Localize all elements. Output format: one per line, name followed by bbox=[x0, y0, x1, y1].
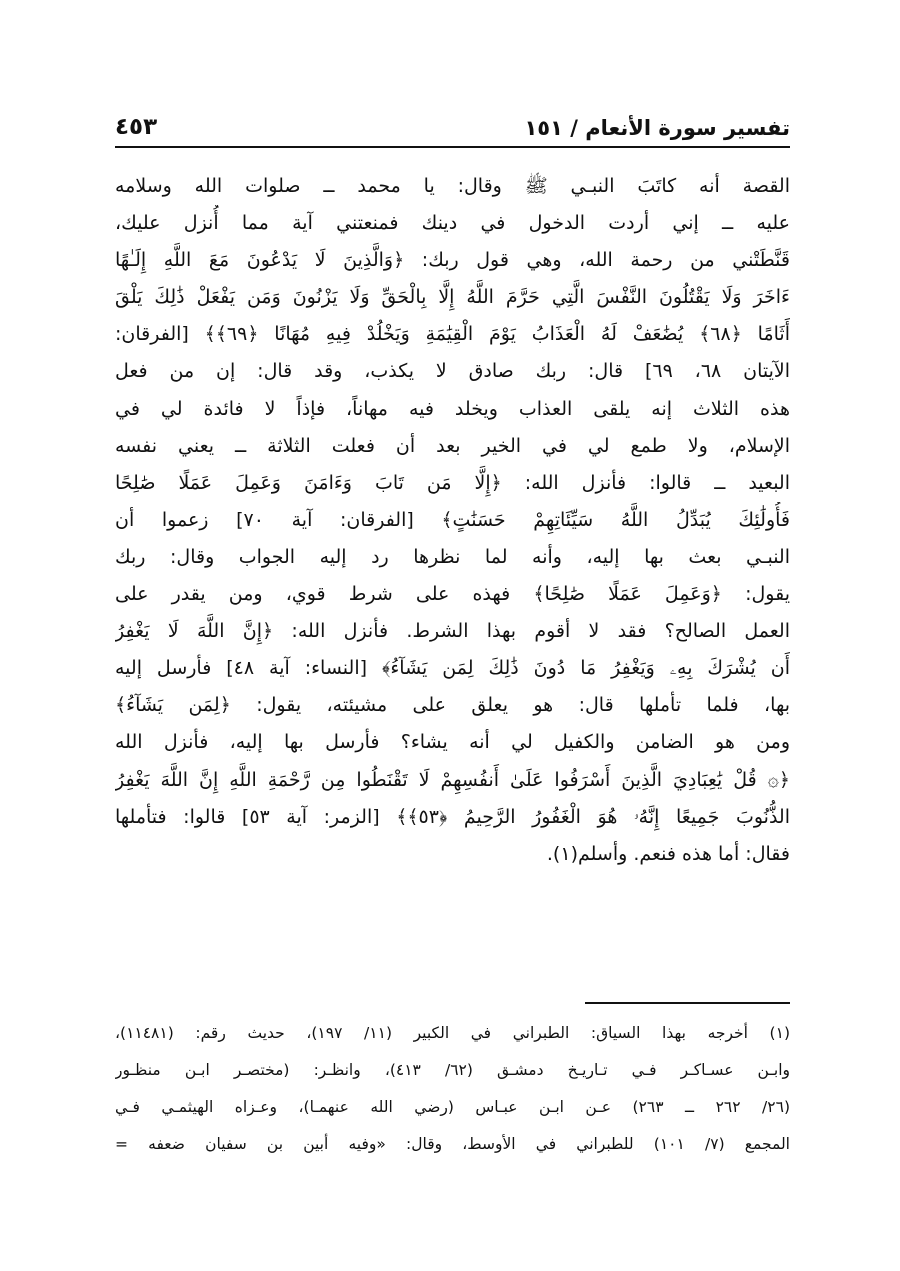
main-text bbox=[115, 168, 790, 873]
text-line: الآيتان ٦٨، ٦٩] قال: ربك صادق لا يكذب، وقد قال: إن من فعل bbox=[115, 360, 790, 383]
text-line: الإسلام، ولا طمع لي في الخير بعد أن فعلت الثلاثة ــ يعني نفسه bbox=[115, 434, 790, 457]
footnotes bbox=[115, 1015, 790, 1163]
header-divider bbox=[115, 146, 790, 148]
header-title: تفسير سورة الأنعام / ١٥١ bbox=[524, 116, 790, 140]
text-line: أَن يُشْرَكَ بِهِۦ وَيَغْفِرُ مَا دُونَ ذَٰلِكَ لِمَن يَشَآءُ﴾ [النساء: آية ٤٨] فأرسل إليه bbox=[115, 657, 790, 680]
text-line: ءَاخَرَ وَلَا يَقْتُلُونَ النَّفْسَ الَّتِي حَرَّمَ اللَّهُ إِلَّا بِالْحَقِّ وَلَا يَزْنُونَ وَمَن يَفْعَلْ ذَٰلِكَ يَلْقَ bbox=[115, 286, 790, 309]
running-header bbox=[115, 100, 790, 144]
text-line: البعيد ــ قالوا: فأنزل الله: ﴿إِلَّا مَن تَابَ وَءَامَنَ وَعَمِلَ عَمَلًا صَٰلِحًا bbox=[115, 471, 790, 494]
text-line: بها، فلما تأملها قال: هو يعلق على مشيئته، يقول: ﴿لِمَن يَشَآءُ﴾ bbox=[115, 694, 790, 717]
footnote-line: وابـن عسـاكـر فـي تـاريـخ دمشـق (٦٢/ ٤١٣)، وانظـر: (مختصـر ابـن منظـور bbox=[115, 1061, 790, 1079]
text-line: فقال: أما هذه فنعم. وأسلم(١). bbox=[546, 842, 790, 865]
text-line: قَنَّطَتْني من رحمة الله، وهي قول ربك: ﴿وَالَّذِينَ لَا يَدْعُونَ مَعَ اللَّهِ إِلَـٰهًا bbox=[115, 249, 790, 272]
text-line: ﴿۞ قُلْ يَٰعِبَادِيَ الَّذِينَ أَسْرَفُوا عَلَىٰ أَنفُسِهِمْ لَا تَقْنَطُوا مِن رَّحْمَةِ اللَّهِ إِنَّ اللَّهَ يَغْفِرُ bbox=[115, 768, 790, 791]
text-line: فَأُولَٰئِكَ يُبَدِّلُ اللَّهُ سَيِّئَاتِهِمْ حَسَنَٰتٍ﴾ [الفرقان: آية ٧٠] زعموا أن bbox=[115, 508, 790, 531]
book-page bbox=[115, 100, 790, 1180]
text-line: يقول: ﴿وَعَمِلَ عَمَلًا صَٰلِحًا﴾ فهذه على شرط قوي، ومن يقدر على bbox=[115, 583, 790, 606]
footnote-line: (٢٦/ ٢٦٢ ــ ٢٦٣) عـن ابـن عبـاس (رضي الله عنهمـا)، وعـزاه الهيثمـي فـي bbox=[115, 1098, 790, 1116]
text-line: النبـي بعث بها إليه، وأنه لما نظرها رد إليه الجواب وقال: ربك bbox=[115, 545, 790, 568]
text-line: عليه ــ إني أردت الدخول في دينك فمنعتني آية مما أُنزل عليك، bbox=[115, 212, 790, 235]
text-line: القصة أنه كاتَبَ النبـي ﷺ وقال: يا محمد ــ صلوات الله وسلامه bbox=[115, 175, 790, 197]
text-line: الذُّنُوبَ جَمِيعًا إِنَّهُۥ هُوَ الْغَفُورُ الرَّحِيمُ ﴿٥٣﴾﴾ [الزمر: آية ٥٣] قالوا: فتأملها bbox=[115, 805, 790, 828]
text-line: أَثَامًا ﴿٦٨﴾ يُضَٰعَفْ لَهُ الْعَذَابُ يَوْمَ الْقِيَٰمَةِ وَيَخْلُدْ فِيهِ مُهَانًا ﴿٦٩﴾﴾ [الفرقان: bbox=[115, 323, 790, 346]
text-line: ومن هو الضامن والكفيل لي أنه يشاء؟ فأرسل بها إليه، فأنزل الله bbox=[115, 731, 790, 754]
text-line: هذه الثلاث إنه يلقى العذاب ويخلد فيه مهاناً، فإذاً لا فائدة لي في bbox=[115, 397, 790, 420]
footnote-divider bbox=[585, 1002, 790, 1004]
page-number: ٤٥٣ bbox=[115, 114, 158, 140]
text-line: العمل الصالح؟ فقد لا أقوم بهذا الشرط. فأنزل الله: ﴿إِنَّ اللَّهَ لَا يَغْفِرُ bbox=[115, 620, 790, 643]
footnote-line: المجمع (٧/ ١٠١) للطبراني في الأوسط، وقال: «وفيه أبين بن سفيان ضعفه = bbox=[115, 1135, 790, 1153]
footnote-line: (١) أخرجه بهذا السياق: الطبراني في الكبير (١١/ ١٩٧)، حديث رقم: (١١٤٨١)، bbox=[115, 1024, 790, 1042]
